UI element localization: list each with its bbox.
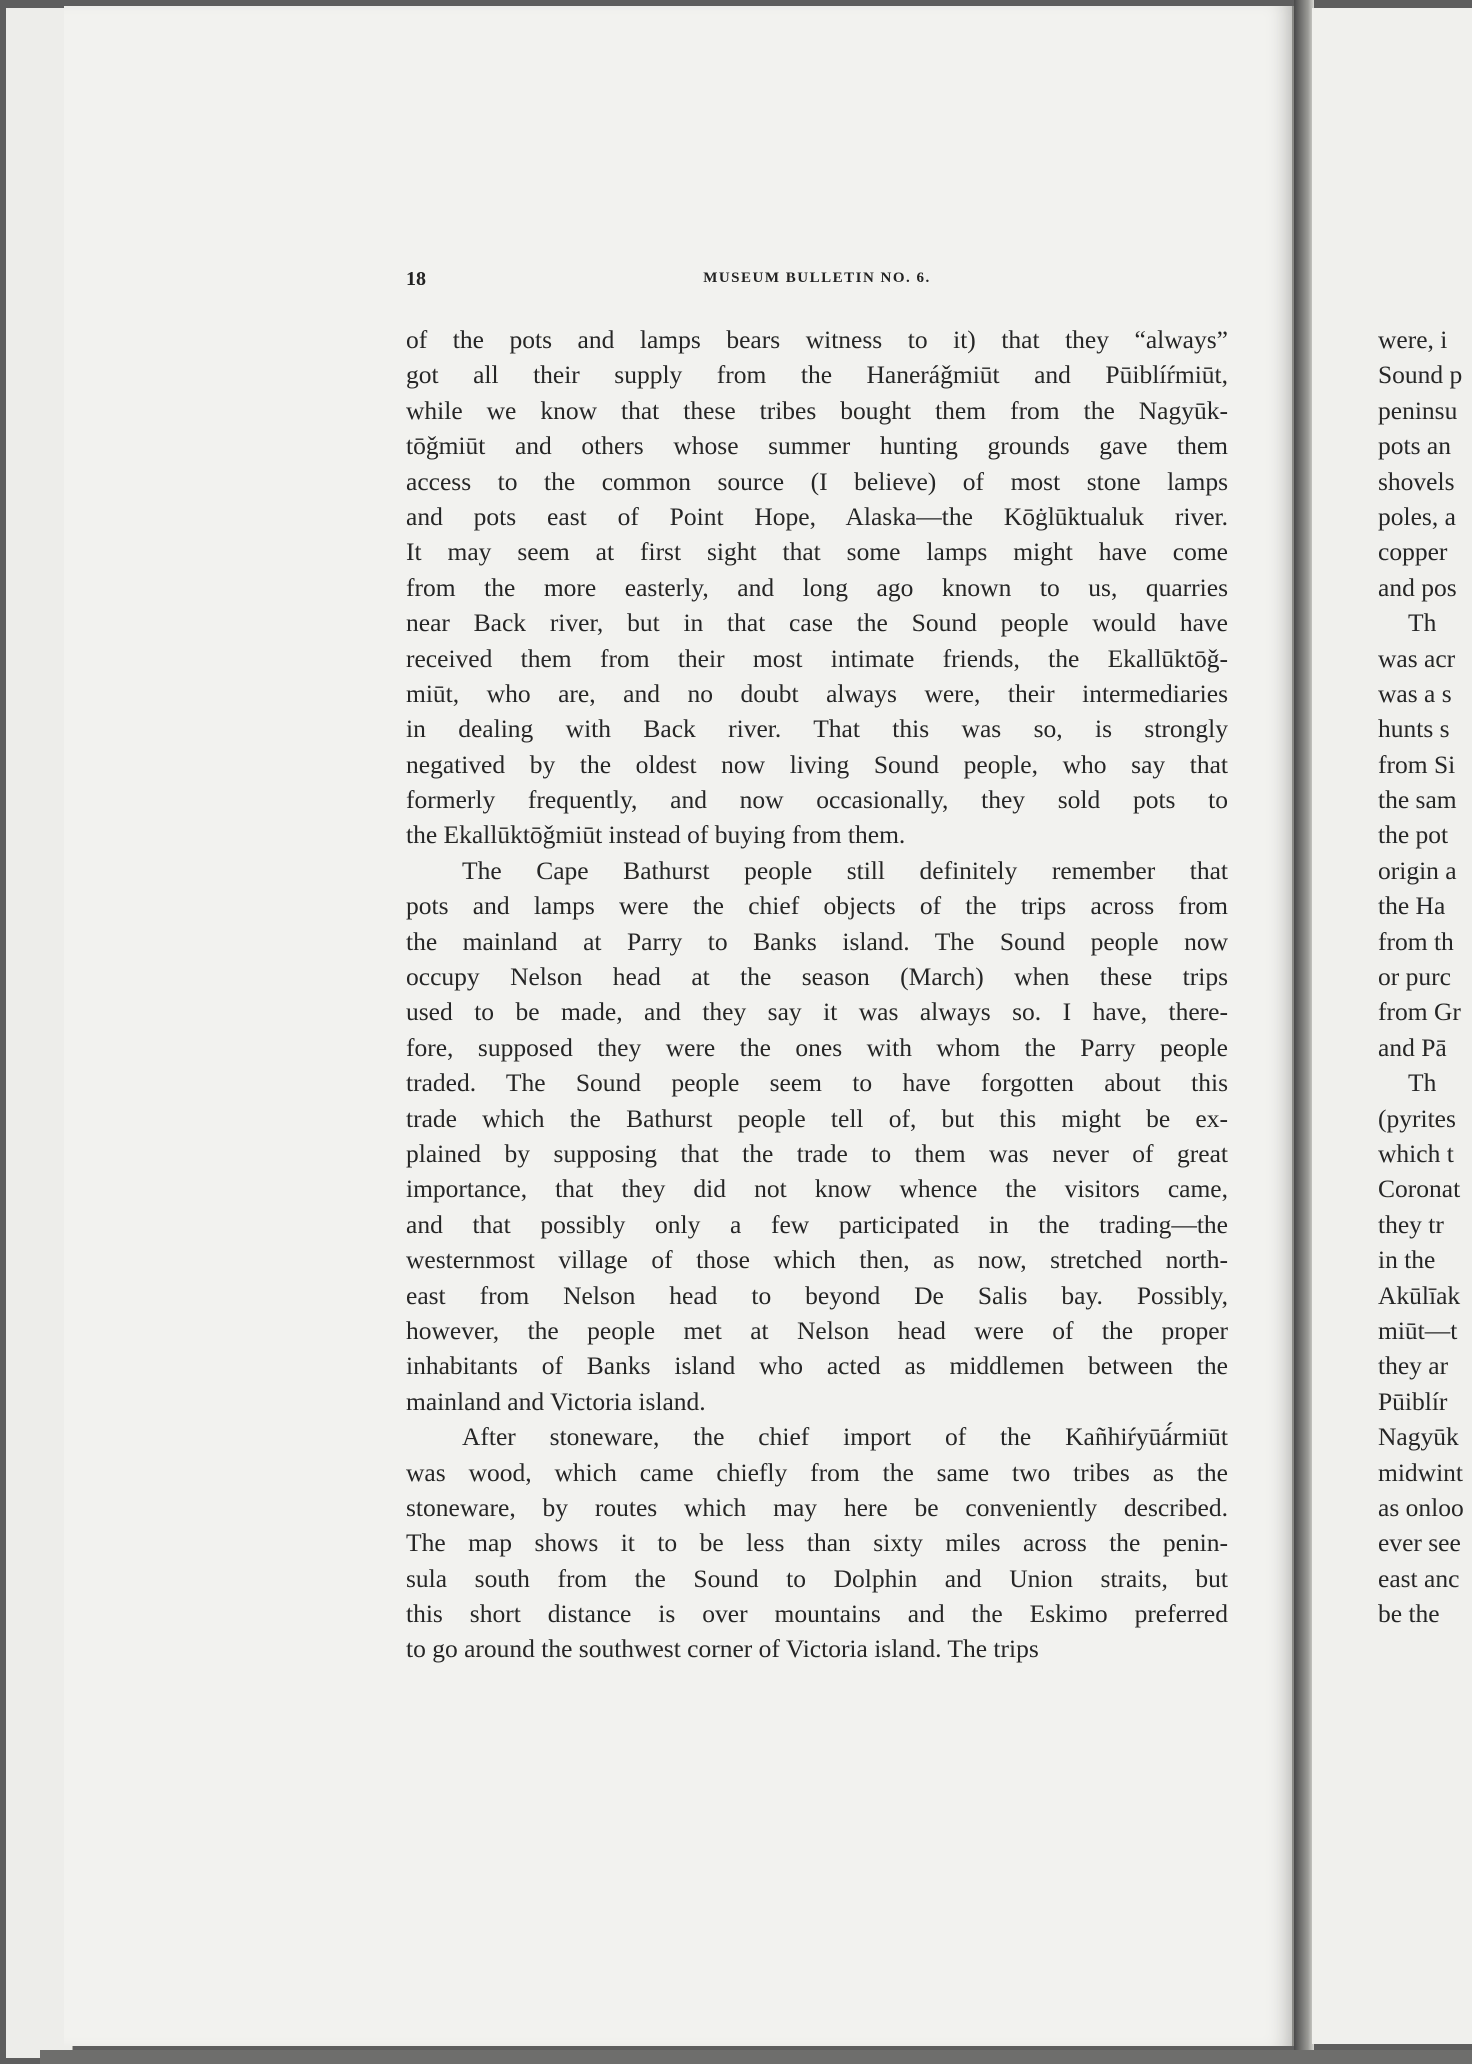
text-line: tōǧmiūt and others whose summer hunting grounds gave them — [406, 431, 1228, 461]
text-line-fragment: the Ha — [1378, 891, 1446, 921]
left-page-body-text — [406, 322, 1228, 1667]
running-head — [406, 268, 1228, 294]
text-line-fragment: was acr — [1378, 643, 1456, 673]
text-line-fragment: origin a — [1378, 855, 1457, 885]
text-line: stoneware, by routes which may here be conveniently described. — [406, 1492, 1228, 1522]
text-line: mainland and Victoria island. — [406, 1386, 706, 1416]
text-line: near Back river, but in that case the Sound people would have — [406, 608, 1228, 638]
text-line: formerly frequently, and now occasionally, they sold pots to — [406, 785, 1228, 815]
text-line: of the pots and lamps bears witness to it) that they “always” — [406, 325, 1228, 354]
text-line: got all their supply from the Haneráǧmiūt and Pūiblíŕmiūt, — [406, 360, 1228, 390]
text-line: received them from their most intimate friends, the Ekallūktōǧ- — [406, 643, 1228, 673]
text-line-fragment: shovels — [1378, 466, 1455, 496]
text-line: It may seem at first sight that some lamps might have come — [406, 537, 1228, 567]
text-line: The map shows it to be less than sixty miles across the penin- — [406, 1528, 1228, 1558]
text-line: to go around the southwest corner of Victoria island. The trips — [406, 1634, 1039, 1664]
text-line: occupy Nelson head at the season (March) when these trips — [406, 962, 1228, 992]
text-line-fragment: which t — [1378, 1138, 1454, 1168]
text-line: trade which the Bathurst people tell of, but this might be ex- — [406, 1103, 1228, 1133]
text-line-fragment: and Pā — [1378, 1032, 1447, 1062]
text-line-fragment: copper — [1378, 537, 1448, 567]
paragraph — [406, 853, 1228, 1419]
text-line: traded. The Sound people seem to have forgotten about this — [406, 1068, 1228, 1098]
text-line-fragment: they tr — [1378, 1209, 1444, 1239]
text-line-fragment: from Si — [1378, 749, 1456, 779]
text-line-fragment: peninsu — [1378, 395, 1458, 425]
text-line: miūt, who are, and no doubt always were, their intermediaries — [406, 678, 1228, 708]
text-line-fragment: (pyrites — [1378, 1103, 1456, 1133]
page-bottom-edge — [40, 2050, 1472, 2064]
paragraph — [406, 1419, 1228, 1667]
text-line-fragment: east anc — [1378, 1563, 1460, 1593]
text-line-fragment: Th — [1408, 1068, 1437, 1098]
text-line: importance, that they did not know whence the visitors came, — [406, 1174, 1228, 1204]
text-line: while we know that these tribes bought them from the Nagyūk- — [406, 395, 1228, 425]
text-line: used to be made, and they say it was always so. I have, there- — [406, 997, 1228, 1027]
text-line-fragment: hunts s — [1378, 714, 1450, 744]
text-line-fragment: be the — [1378, 1599, 1440, 1629]
text-line: negatived by the oldest now living Sound people, who say that — [406, 749, 1228, 779]
book-gutter — [1294, 0, 1314, 2064]
text-line: from the more easterly, and long ago known to us, quarries — [406, 572, 1228, 602]
text-line-fragment: in the — [1378, 1245, 1436, 1275]
text-line-fragment: the pot — [1378, 820, 1449, 850]
text-line-fragment: from Gr — [1378, 997, 1461, 1027]
text-line-fragment: was a s — [1378, 678, 1452, 708]
text-line-fragment: Sound p — [1378, 360, 1463, 390]
text-line: was wood, which came chiefly from the same two tribes as the — [406, 1457, 1228, 1487]
text-line: plained by supposing that the trade to them was never of great — [406, 1138, 1228, 1168]
text-line: fore, supposed they were the ones with whom the Parry people — [406, 1032, 1228, 1062]
text-line-fragment: and pos — [1378, 572, 1457, 602]
text-line-fragment: were, i — [1378, 325, 1448, 354]
text-line: this short distance is over mountains and the Eskimo preferred — [406, 1599, 1228, 1629]
text-line-fragment: Coronat — [1378, 1174, 1461, 1204]
text-line: however, the people met at Nelson head were of the proper — [406, 1315, 1228, 1345]
text-line-fragment: midwint — [1378, 1457, 1464, 1487]
text-line: pots and lamps were the chief objects of the trips across from — [406, 891, 1228, 921]
running-head-title: MUSEUM BULLETIN NO. 6. — [703, 270, 931, 286]
text-line-fragment: from th — [1378, 926, 1454, 956]
text-line: east from Nelson head to beyond De Salis bay. Possibly, — [406, 1280, 1228, 1310]
text-line: the mainland at Parry to Banks island. The Sound people now — [406, 926, 1228, 956]
text-line-fragment: the sam — [1378, 785, 1457, 815]
text-line-fragment: as onloo — [1378, 1492, 1464, 1522]
text-line: the Ekallūktōǧmiūt instead of buying from them. — [406, 820, 906, 850]
text-line-fragment: miūt—t — [1378, 1315, 1458, 1345]
text-line: and pots east of Point Hope, Alaska—the Kōġlūktualuk river. — [406, 501, 1228, 531]
text-line: After stoneware, the chief import of the Kañhiŕyūá́rmiūt — [462, 1422, 1228, 1452]
text-line-fragment: Nagyūk — [1378, 1422, 1459, 1452]
text-line-fragment: pots an — [1378, 431, 1451, 461]
paragraph — [406, 322, 1228, 853]
text-line-fragment: Akūlīak — [1378, 1280, 1461, 1310]
text-line-fragment: they ar — [1378, 1351, 1449, 1381]
text-line-fragment: ever see — [1378, 1528, 1461, 1558]
text-line: The Cape Bathurst people still definitely remember that — [462, 855, 1228, 885]
text-line: in dealing with Back river. That this was so, is strongly — [406, 714, 1228, 744]
right-page-body-text — [1378, 322, 1464, 1631]
page-number: 18 — [406, 268, 426, 290]
text-line: and that possibly only a few participated in the trading—the — [406, 1209, 1228, 1239]
text-line-fragment: or purc — [1378, 962, 1451, 992]
text-line: sula south from the Sound to Dolphin and Union straits, but — [406, 1563, 1228, 1593]
text-line: westernmost village of those which then, as now, stretched north- — [406, 1245, 1228, 1275]
text-line-fragment: poles, a — [1378, 501, 1456, 531]
text-line: access to the common source (I believe) of most stone lamps — [406, 466, 1228, 496]
text-line-fragment: Th — [1408, 608, 1437, 638]
text-line-fragment: Pūiblír — [1378, 1386, 1448, 1416]
text-line: inhabitants of Banks island who acted as middlemen between the — [406, 1351, 1228, 1381]
